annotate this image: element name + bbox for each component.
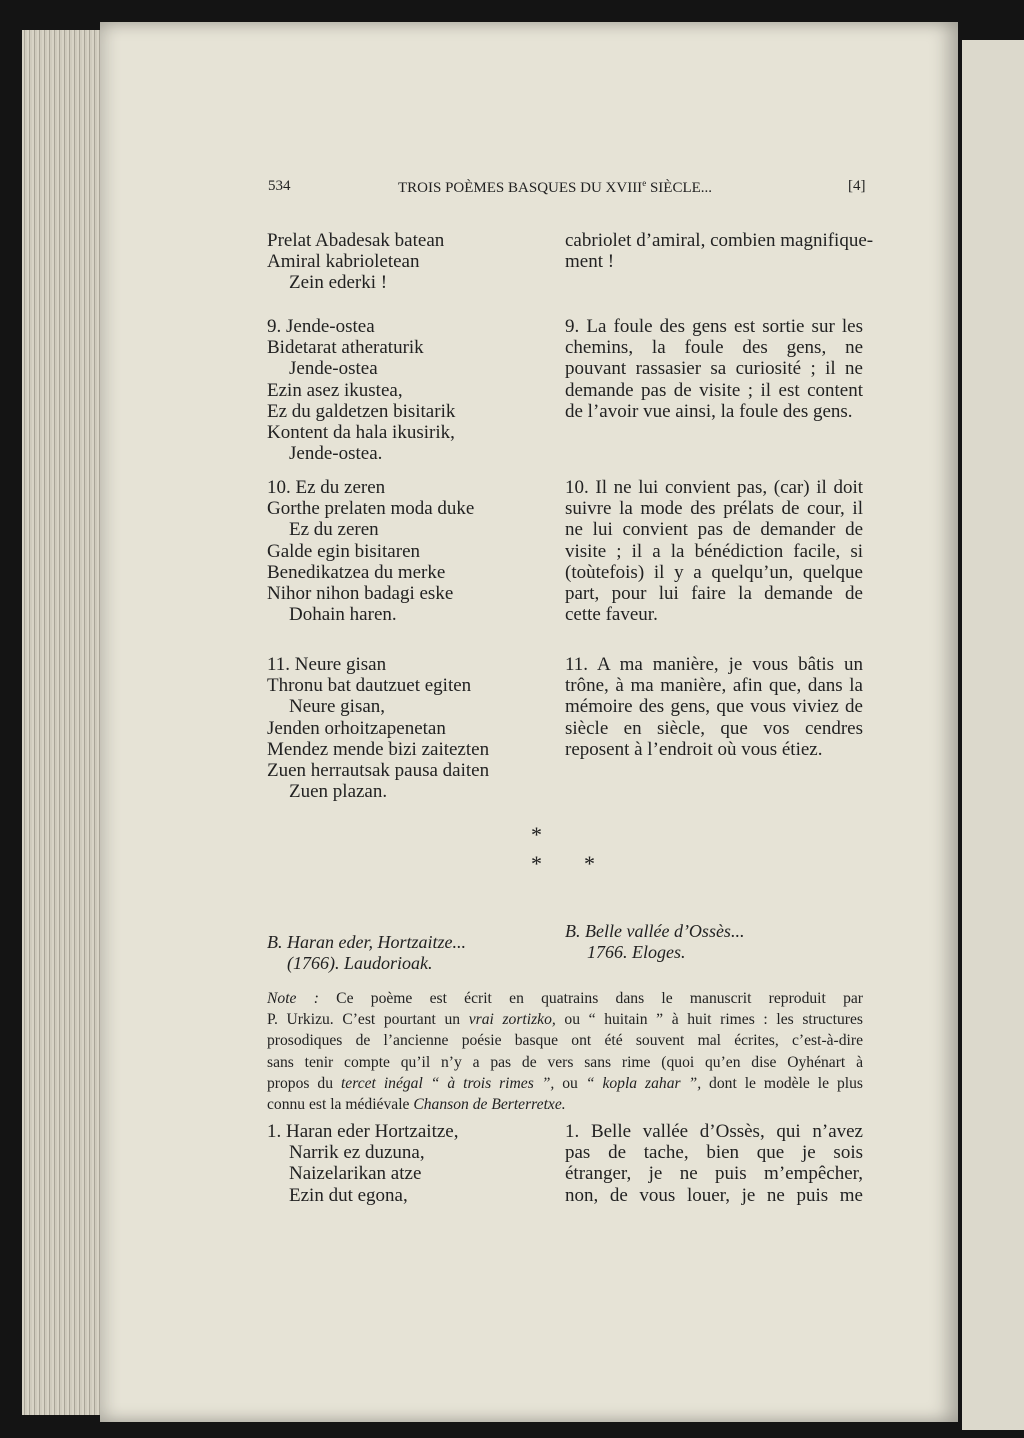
verse-line: Galde egin bisitaren bbox=[267, 540, 421, 562]
note-text: connu est la médiévale bbox=[267, 1096, 414, 1114]
poem-title-basque bbox=[267, 932, 466, 974]
basque-stanza bbox=[267, 316, 455, 464]
verse-line: Bidetarat atheraturik bbox=[267, 337, 424, 359]
translation-line: cabriolet d’amiral, combien magnifique- bbox=[565, 230, 874, 251]
separator-asterisk: * bbox=[584, 851, 595, 876]
translation-line: non, de vous louer, je ne puis me bbox=[565, 1184, 863, 1206]
note-line bbox=[267, 988, 863, 1009]
translation-line: 9. La foule des gens est sortie sur les bbox=[565, 316, 863, 337]
note-text: P. Urkizu. C’est pourtant un bbox=[267, 1011, 469, 1029]
translation-line: ne lui convient pas de demander de bbox=[565, 519, 863, 541]
note-text: ou bbox=[554, 1074, 586, 1092]
verse-line: Ez du zeren bbox=[289, 519, 379, 541]
translation-line: chemins, la foule des gens, ne bbox=[565, 337, 863, 359]
verse-line: Gorthe prelaten moda duke bbox=[267, 498, 475, 520]
page-stack-edges bbox=[22, 30, 112, 1415]
verse-line: Thronu bat dautzuet egiten bbox=[267, 675, 472, 697]
verse-line: 1. Haran eder Hortzaitze, bbox=[267, 1121, 459, 1142]
note-line bbox=[267, 1030, 863, 1051]
verse-line: Narrik ez duzuna, bbox=[289, 1142, 425, 1164]
translation-line: étranger, je ne puis m’empêcher, bbox=[565, 1163, 863, 1185]
italic-text: Chanson de Berterretxe. bbox=[413, 1096, 566, 1114]
translation-line: suivre la mode des prélats de cour, il bbox=[565, 498, 863, 520]
title-line: 1766. Eloges. bbox=[587, 942, 686, 962]
italic-text: tercet inégal “ à trois rimes ”, bbox=[340, 1074, 555, 1092]
verse-line: Naizelarikan atze bbox=[289, 1163, 422, 1185]
note-text: prosodiques de l’ancienne poésie basque ont été souvent mal écrites, c’est-à-dire bbox=[267, 1032, 863, 1050]
verse-line: Ezin asez ikustea, bbox=[267, 379, 403, 401]
section-number: [4] bbox=[848, 178, 866, 194]
verse-line: Jende-ostea bbox=[289, 358, 378, 380]
italic-text: vrai zortizko, bbox=[468, 1011, 556, 1029]
translation-line: demande pas de visite ; il est content bbox=[565, 379, 863, 401]
verse-line: Prelat Abadesak batean bbox=[267, 230, 445, 251]
translation-line: 11. A ma manière, je vous bâtis un bbox=[565, 654, 863, 675]
verse-line: Ezin dut egona, bbox=[289, 1184, 408, 1206]
basque-stanza bbox=[267, 477, 474, 625]
note-text: ou “ huitain ” à huit rimes : les structures bbox=[555, 1011, 863, 1029]
italic-text: Note : bbox=[267, 990, 319, 1007]
verse-line: Amiral kabrioletean bbox=[267, 251, 420, 273]
translation-line: 10. Il ne lui convient pas, (car) il doit bbox=[565, 477, 863, 498]
verse-line: Jenden orhoitzapenetan bbox=[267, 717, 446, 739]
basque-stanza bbox=[267, 230, 444, 294]
note-text: dont le modèle le plus bbox=[701, 1074, 863, 1092]
translation-line: visite ; il a la bénédiction facile, si bbox=[565, 540, 863, 562]
basque-stanza bbox=[267, 654, 489, 802]
translation-line: pas de tache, bien que je sois bbox=[565, 1142, 863, 1164]
running-title bbox=[398, 178, 712, 197]
running-title-end: SIÈCLE... bbox=[646, 180, 713, 196]
verse-line: 10. Ez du zeren bbox=[267, 477, 386, 498]
editorial-note bbox=[267, 988, 863, 1115]
translation-line: 1. Belle vallée d’Ossès, qui n’avez bbox=[565, 1121, 863, 1142]
italic-text: “ kopla zahar ”, bbox=[585, 1074, 702, 1092]
note-text: sans tenir compte qu’il n’y a pas de vers sans rime (quoi qu’en dise Oyhénart à bbox=[267, 1053, 863, 1071]
french-translation bbox=[565, 1121, 863, 1206]
translation-line: cette faveur. bbox=[565, 604, 658, 626]
translation-line: trône, à ma manière, afin que, dans la bbox=[565, 675, 863, 697]
verse-line: Mendez mende bizi zaitezten bbox=[267, 738, 490, 760]
verse-line: Zuen herrautsak pausa daiten bbox=[267, 760, 490, 782]
page-number: 534 bbox=[268, 178, 291, 194]
translation-line: mémoire des gens, que vous viviez de bbox=[565, 696, 863, 718]
verse-line: 9. Jende-ostea bbox=[267, 316, 375, 337]
verse-line: Zuen plazan. bbox=[289, 781, 388, 803]
running-title-text: TROIS POÈMES BASQUES DU XVIII bbox=[398, 180, 643, 196]
note-text: Ce poème est écrit en quatrains dans le manuscrit reproduit par bbox=[318, 990, 864, 1007]
title-line: B. Belle vallée d’Ossès... bbox=[565, 921, 745, 941]
french-translation bbox=[565, 477, 863, 625]
french-translation bbox=[565, 230, 874, 273]
translation-line: reposent à l’endroit où vous étiez. bbox=[565, 738, 823, 760]
french-translation bbox=[565, 654, 863, 760]
verse-line: Jende-ostea. bbox=[289, 443, 383, 465]
verse-line: Ez du galdetzen bisitarik bbox=[267, 400, 456, 422]
note-line bbox=[267, 1009, 863, 1030]
verse-line: Neure gisan, bbox=[289, 696, 386, 718]
translation-line: pouvant rassasier sa curiosité ; il ne bbox=[565, 358, 863, 380]
verse-line: Dohain haren. bbox=[289, 604, 397, 626]
title-line: (1766). Laudorioak. bbox=[287, 953, 433, 973]
poem-title-french bbox=[565, 921, 744, 963]
verse-line: Zein ederki ! bbox=[289, 272, 388, 294]
separator-asterisk: * bbox=[531, 822, 542, 847]
verse-line: Nihor nihon badagi eske bbox=[267, 583, 454, 605]
title-line: B. Haran eder, Hortzaitze... bbox=[267, 932, 466, 952]
translation-line: de l’avoir vue ainsi, la foule des gens. bbox=[565, 400, 853, 422]
translation-line: part, pour lui faire la demande de bbox=[565, 583, 863, 605]
verse-line: Benedikatzea du merke bbox=[267, 561, 446, 583]
french-translation bbox=[565, 316, 863, 422]
basque-stanza bbox=[267, 1121, 458, 1206]
verse-line: Kontent da hala ikusirik, bbox=[267, 422, 455, 444]
verse-line: 11. Neure gisan bbox=[267, 654, 387, 675]
note-line bbox=[267, 1073, 863, 1094]
translation-line: (toùtefois) il y a quelqu’un, quelque bbox=[565, 561, 863, 583]
translation-line: siècle en siècle, que vos cendres bbox=[565, 717, 863, 739]
note-line bbox=[267, 1052, 863, 1073]
note-line bbox=[267, 1094, 863, 1115]
separator-asterisk: * bbox=[531, 851, 542, 876]
note-text: propos du bbox=[267, 1074, 341, 1092]
running-title-sup: e bbox=[642, 178, 647, 188]
facing-page-edge bbox=[962, 40, 1024, 1430]
translation-line: ment ! bbox=[565, 251, 615, 273]
